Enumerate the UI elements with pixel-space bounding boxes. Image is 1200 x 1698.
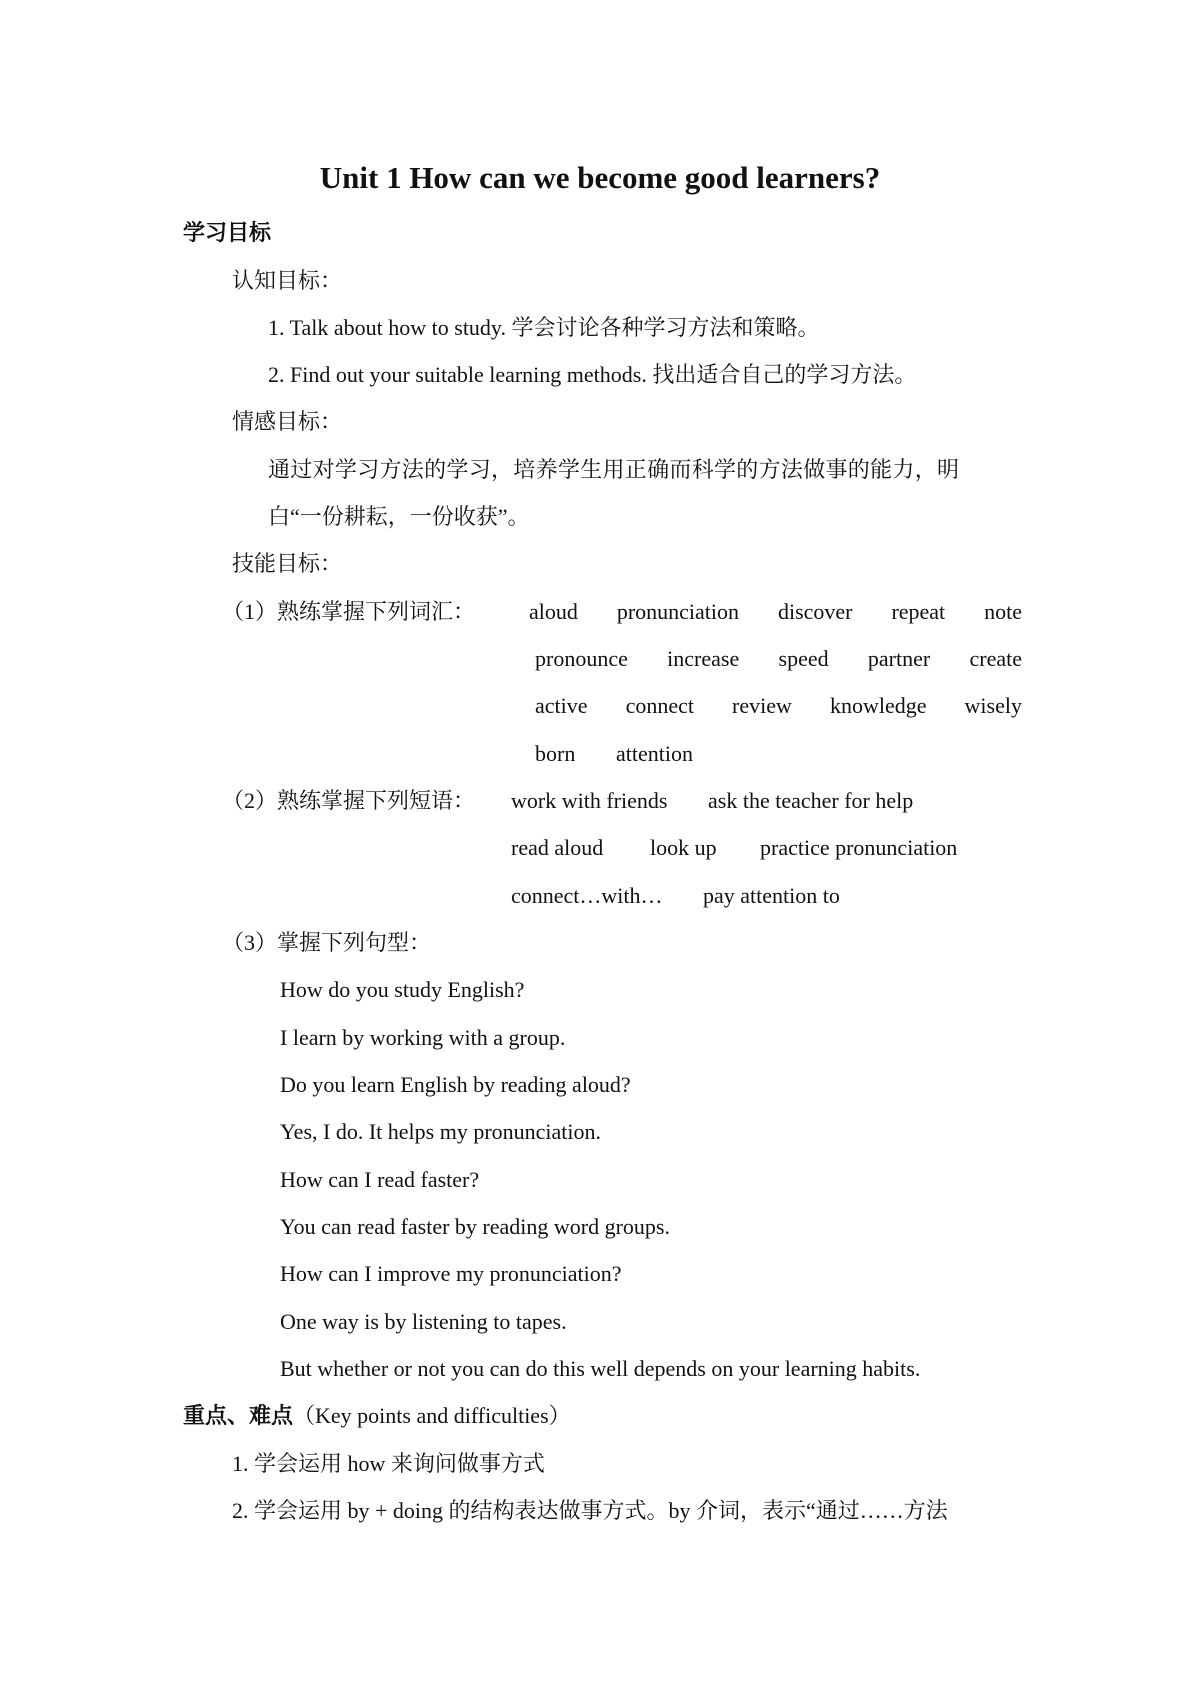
- objectives-heading: 学习目标: [183, 220, 272, 245]
- vocab-word: note: [984, 599, 1022, 624]
- phrases-label: （2）熟练掌握下列短语：: [222, 788, 476, 813]
- cognitive-label: 认知目标：: [232, 268, 343, 293]
- sentence: I learn by working with a group.: [280, 1025, 566, 1050]
- sentence: One way is by listening to tapes.: [280, 1309, 567, 1334]
- vocab-word: active: [535, 693, 588, 718]
- phrase: connect…with…: [511, 883, 663, 908]
- emotional-label: 情感目标：: [232, 409, 343, 434]
- vocab-word: pronunciation: [616, 599, 740, 624]
- sentence: How do you study English?: [280, 977, 525, 1002]
- vocab-word: increase: [667, 646, 740, 671]
- vocab-word: speed: [778, 646, 829, 671]
- sentence: Do you learn English by reading aloud?: [280, 1072, 631, 1097]
- emotional-line: 白“一份耕耘，一份收获”。: [268, 504, 530, 529]
- vocab-word: born: [535, 741, 576, 766]
- keypoint-item: 1. 学会运用 how 来询问做事方式: [232, 1451, 545, 1476]
- phrase: pay attention to: [703, 883, 840, 908]
- keypoints-heading-en: （Key points and difficulties）: [293, 1403, 571, 1428]
- vocab-word: knowledge: [829, 693, 927, 718]
- sentence: Yes, I do. It helps my pronunciation.: [280, 1119, 602, 1144]
- vocab-word: partner: [867, 646, 931, 671]
- vocab-word: attention: [616, 741, 693, 766]
- keypoint-item: 2. 学会运用 by + doing 的结构表达做事方式。by 介词，表示“通过……方法: [232, 1498, 948, 1523]
- skills-label: 技能目标：: [232, 551, 343, 576]
- cognitive-item: 1. Talk about how to study. 学会讨论各种学习方法和策略。: [268, 315, 820, 340]
- vocab-word: create: [969, 646, 1022, 671]
- vocab-word: connect: [625, 693, 694, 718]
- sentence: But whether or not you can do this well depends on your learning habits.: [280, 1356, 921, 1381]
- sentence: You can read faster by reading word groups.: [280, 1214, 670, 1239]
- phrase: ask the teacher for help: [708, 788, 914, 813]
- cognitive-item: 2. Find out your suitable learning methods. 找出适合自己的学习方法。: [268, 362, 917, 387]
- vocab-word: wisely: [964, 693, 1022, 718]
- vocab-row: [529, 597, 1022, 627]
- sentence: How can I read faster?: [280, 1167, 480, 1192]
- sentence: How can I improve my pronunciation?: [280, 1261, 622, 1286]
- phrase: look up: [650, 835, 717, 860]
- vocab-word: pronounce: [535, 646, 628, 671]
- vocab-word: review: [732, 693, 792, 718]
- vocab-word: discover: [777, 599, 853, 624]
- keypoints-heading: [183, 1401, 571, 1431]
- sentences-label: （3）掌握下列句型：: [222, 930, 432, 955]
- phrase: work with friends: [511, 788, 668, 813]
- vocab-row: [535, 691, 1022, 721]
- vocab-label: （1）熟练掌握下列词汇：: [222, 599, 476, 624]
- keypoints-heading-cn: 重点、难点: [183, 1403, 294, 1428]
- phrase: read aloud: [511, 835, 604, 860]
- vocab-word: repeat: [891, 599, 946, 624]
- vocab-row: [535, 644, 1022, 674]
- phrase: practice pronunciation: [760, 835, 958, 860]
- vocab-word: aloud: [529, 599, 578, 624]
- page-title: Unit 1 How can we become good learners?: [319, 160, 881, 195]
- emotional-line: 通过对学习方法的学习，培养学生用正确而科学的方法做事的能力，明: [268, 457, 960, 482]
